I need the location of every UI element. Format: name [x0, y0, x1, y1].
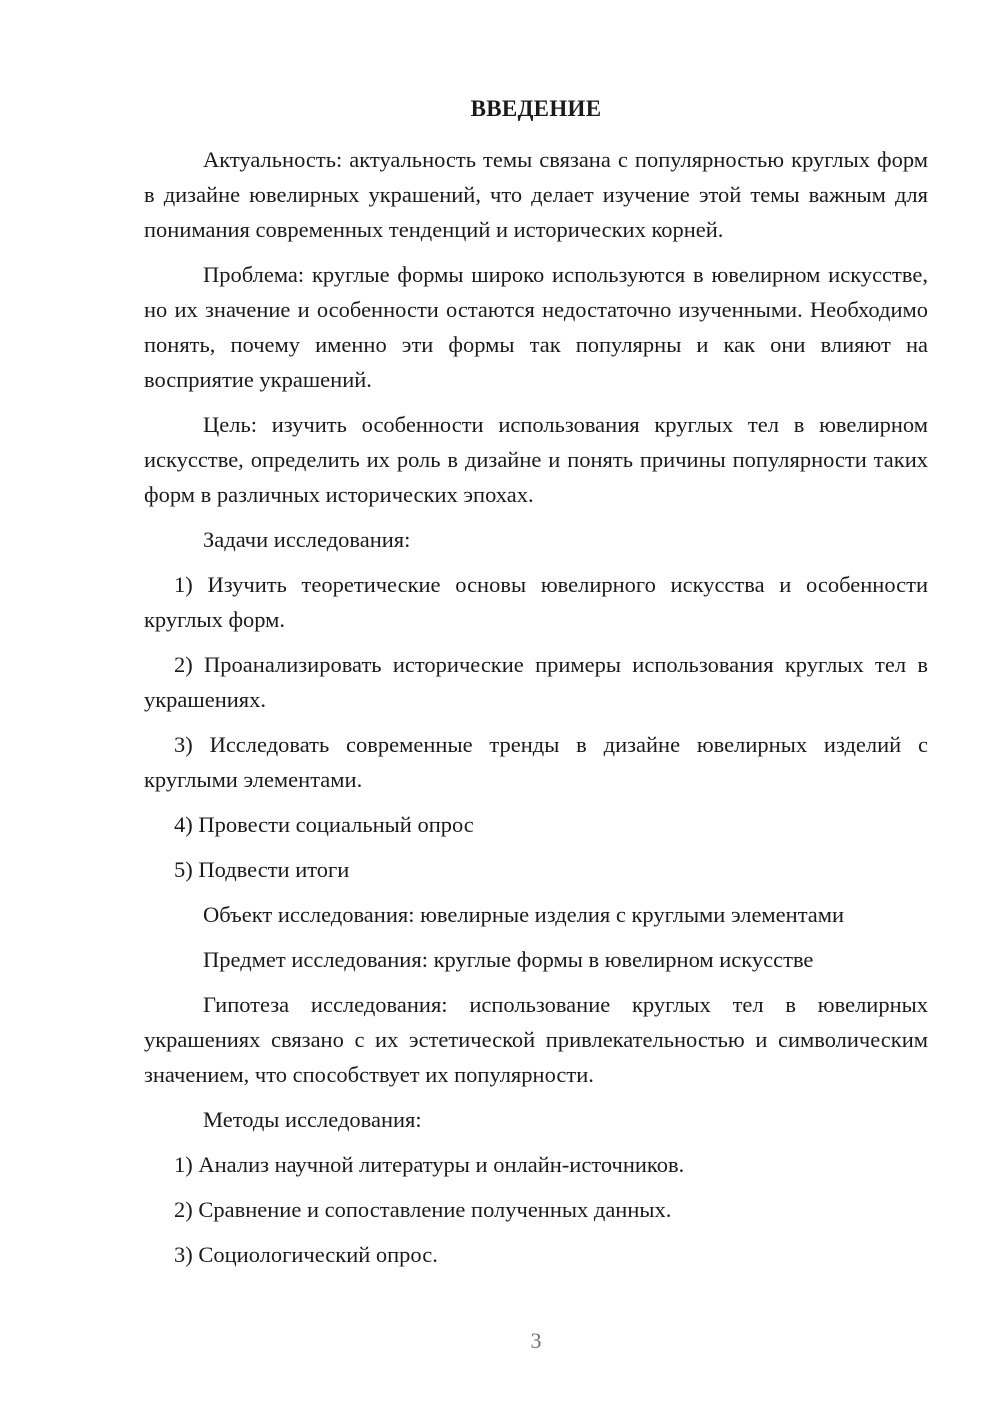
methods-heading: Методы исследования: — [203, 1107, 422, 1132]
task-item-4: 4) Провести социальный опрос — [174, 812, 474, 837]
task-item-3: 3) Исследовать современные тренды в дизайне ювелирных изделий с круглыми элементами. — [144, 732, 928, 792]
task-item-1: 1) Изучить теоретические основы ювелирного искусства и особенности круглых форм. — [144, 572, 928, 632]
task-item-5: 5) Подвести итоги — [174, 857, 350, 882]
method-item-2: 2) Сравнение и сопоставление полученных данных. — [174, 1197, 672, 1222]
research-subject: Предмет исследования: круглые формы в ювелирном искусстве — [203, 947, 814, 972]
tasks-heading: Задачи исследования: — [203, 527, 411, 552]
research-hypothesis: Гипотеза исследования: использование круглых тел в ювелирных украшениях связано с их эстетической привлекательностью и символическим значением, что способствует их популярности. — [144, 992, 928, 1087]
relevance-paragraph: Актуальность: актуальность темы связана с популярностью круглых форм в дизайне ювелирных украшений, что делает изучение этой темы важным для понимания современных тенденций и исторических корней. — [144, 147, 928, 242]
research-object: Объект исследования: ювелирные изделия с круглыми элементами — [203, 902, 845, 927]
goal-paragraph: Цель: изучить особенности использования круглых тел в ювелирном искусстве, определить их роль в дизайне и понять причины популярности таких форм в различных исторических эпохах. — [144, 412, 928, 507]
problem-paragraph: Проблема: круглые формы широко используются в ювелирном искусстве, но их значение и особенности остаются недостаточно изученными. Необходимо понять, почему именно эти формы так популярны и как они влияют на восприятие украшений. — [144, 262, 928, 392]
document-body — [144, 142, 928, 1282]
page-number: 3 — [530, 1328, 542, 1353]
task-item-2: 2) Проанализировать исторические примеры использования круглых тел в украшениях. — [144, 652, 928, 712]
method-item-3: 3) Социологический опрос. — [174, 1242, 438, 1267]
page-title: ВВЕДЕНИЕ — [470, 96, 602, 121]
method-item-1: 1) Анализ научной литературы и онлайн-источников. — [174, 1152, 685, 1177]
